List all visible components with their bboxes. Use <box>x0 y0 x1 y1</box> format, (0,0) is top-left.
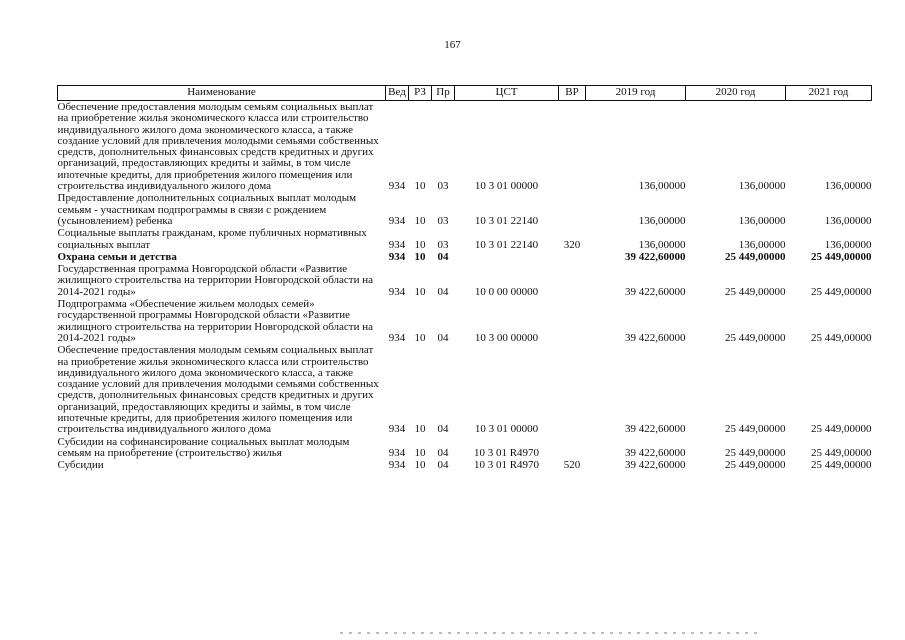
header-2019: 2019 год <box>586 86 686 101</box>
row-rz: 10 <box>414 459 426 472</box>
row-2019: 39 422,60000 <box>625 423 686 436</box>
row-pr: 03 <box>437 180 449 193</box>
row-2019: 39 422,60000 <box>625 331 686 344</box>
header-vr: ВР <box>559 86 586 101</box>
row-cst <box>455 251 559 263</box>
row-ved: 934 <box>388 423 406 436</box>
row-name: Подпрограмма «Обеспечение жильем молодых семей» государственной программы Новгородской области «Развитие жилищного строительства на территории Новгородской области на 2014-2021 годы» <box>57 298 374 344</box>
row-vr <box>559 298 586 344</box>
header-ved: Вед <box>386 86 409 101</box>
row-rz: 10 <box>414 238 426 251</box>
table-row <box>58 459 872 471</box>
row-vr <box>559 192 586 227</box>
row-2021: 136,00000 <box>824 214 872 227</box>
row-ved: 934 <box>388 459 406 472</box>
row-ved: 934 <box>388 180 406 193</box>
row-name: Субсидии на софинансирование социальных выплат молодым семьям на приобретение (строительство) жилья <box>57 435 350 459</box>
row-rz: 10 <box>414 180 426 193</box>
row-rz: 10 <box>414 446 426 459</box>
row-vr <box>559 101 586 193</box>
row-2019: 136,00000 <box>638 180 686 193</box>
row-rz: 10 <box>414 423 426 436</box>
row-name: Обеспечение предоставления молодым семьям социальных выплат на приобретение жилья экономического класса или строительство индивидуального жилого дома экономического класса, а также создание условий для привлечения молодыми семьями собственных средств, дополнительных финансовых средств кредитных и других организаций, предоставляющих кредиты и займы, в том числе ипотечные кредиты, для приобретения жилого помещения или строительства индивидуального жилого дома <box>57 344 379 436</box>
row-name: Субсидии <box>57 459 104 472</box>
row-2021: 25 449,00000 <box>811 250 872 263</box>
row-vr <box>559 263 586 298</box>
header-rz: РЗ <box>409 86 432 101</box>
row-2019: 39 422,60000 <box>625 250 686 263</box>
row-pr: 04 <box>437 250 449 263</box>
row-cst: 10 3 00 00000 <box>474 331 539 344</box>
table-row <box>58 101 872 193</box>
table-row <box>58 227 872 251</box>
row-vr <box>559 436 586 460</box>
row-vr <box>559 251 586 263</box>
row-2020: 136,00000 <box>738 214 786 227</box>
row-2020: 25 449,00000 <box>725 285 786 298</box>
row-ved: 934 <box>388 446 406 459</box>
row-ved: 934 <box>388 238 406 251</box>
row-pr: 04 <box>437 285 449 298</box>
budget-table <box>57 85 872 472</box>
row-2020: 25 449,00000 <box>725 250 786 263</box>
row-ved: 934 <box>388 214 406 227</box>
row-cst: 10 3 01 R4970 <box>473 459 540 472</box>
row-2020: 25 449,00000 <box>725 331 786 344</box>
row-pr: 04 <box>437 446 449 459</box>
row-2019: 136,00000 <box>638 238 686 251</box>
header-2020: 2020 год <box>686 86 786 101</box>
row-name: Социальные выплаты гражданам, кроме публичных нормативных социальных выплат <box>57 227 367 251</box>
table-row <box>58 344 872 435</box>
row-ved: 934 <box>388 331 406 344</box>
row-cst: 10 3 01 22140 <box>474 238 539 251</box>
table-header-row <box>58 86 872 101</box>
row-cst: 10 3 01 00000 <box>474 180 539 193</box>
table-row <box>58 298 872 344</box>
row-cst: 10 3 01 R4970 <box>473 446 540 459</box>
row-ved: 934 <box>388 285 406 298</box>
row-rz: 10 <box>414 285 426 298</box>
row-2021: 136,00000 <box>824 180 872 193</box>
row-pr: 03 <box>437 238 449 251</box>
row-vr: 320 <box>563 238 581 251</box>
table-row <box>58 192 872 227</box>
row-2021: 25 449,00000 <box>811 285 872 298</box>
row-2020: 25 449,00000 <box>725 446 786 459</box>
row-2020: 136,00000 <box>738 238 786 251</box>
row-2020: 136,00000 <box>738 180 786 193</box>
row-pr: 04 <box>437 331 449 344</box>
row-2021: 25 449,00000 <box>811 446 872 459</box>
row-vr: 520 <box>563 459 581 472</box>
row-pr: 04 <box>437 459 449 472</box>
table-body <box>58 101 872 472</box>
row-cst: 10 0 00 00000 <box>474 285 539 298</box>
row-2019: 136,00000 <box>638 214 686 227</box>
row-cst: 10 3 01 00000 <box>474 423 539 436</box>
row-pr: 03 <box>437 214 449 227</box>
row-2019: 39 422,60000 <box>625 285 686 298</box>
row-2020: 25 449,00000 <box>725 459 786 472</box>
row-2021: 136,00000 <box>824 238 872 251</box>
row-rz: 10 <box>414 214 426 227</box>
row-2019: 39 422,60000 <box>625 446 686 459</box>
row-name: Государственная программа Новгородской области «Развитие жилищного строительства на территории Новгородской области на 2014-2021 годы» <box>57 263 374 298</box>
row-name: Охрана семьи и детства <box>57 250 177 263</box>
row-2021: 25 449,00000 <box>811 331 872 344</box>
header-cst: ЦСТ <box>455 86 559 101</box>
row-pr: 04 <box>437 423 449 436</box>
table-row <box>58 251 872 263</box>
header-2021: 2021 год <box>786 86 872 101</box>
page-number: 167 <box>444 39 461 51</box>
row-rz: 10 <box>414 250 426 263</box>
row-ved: 934 <box>388 250 406 263</box>
row-2021: 25 449,00000 <box>811 423 872 436</box>
row-2020: 25 449,00000 <box>725 423 786 436</box>
row-cst: 10 3 01 22140 <box>474 214 539 227</box>
row-2021: 25 449,00000 <box>811 459 872 472</box>
header-pr: Пр <box>432 86 455 101</box>
row-name: Обеспечение предоставления молодым семьям социальных выплат на приобретение жилья экономического класса или строительство индивидуального жилого дома экономического класса, а также создание условий для привлечения молодыми семьями собственных средств, дополнительных финансовых средств кредитных и других организаций, предоставляющих кредиты и займы, в том числе ипотечные кредиты, для приобретения жилого помещения или строительства индивидуального жилого дома <box>57 101 379 193</box>
scan-artifact <box>340 632 760 634</box>
table-row <box>58 436 872 460</box>
row-vr <box>559 344 586 435</box>
row-name: Предоставление дополнительных социальных выплат молодым семьям - участникам подпрограммы в связи с рождением (усыновлением) ребенка <box>57 192 357 227</box>
row-rz: 10 <box>414 331 426 344</box>
table-row <box>58 263 872 298</box>
header-name: Наименование <box>58 86 386 101</box>
row-2019: 39 422,60000 <box>625 459 686 472</box>
